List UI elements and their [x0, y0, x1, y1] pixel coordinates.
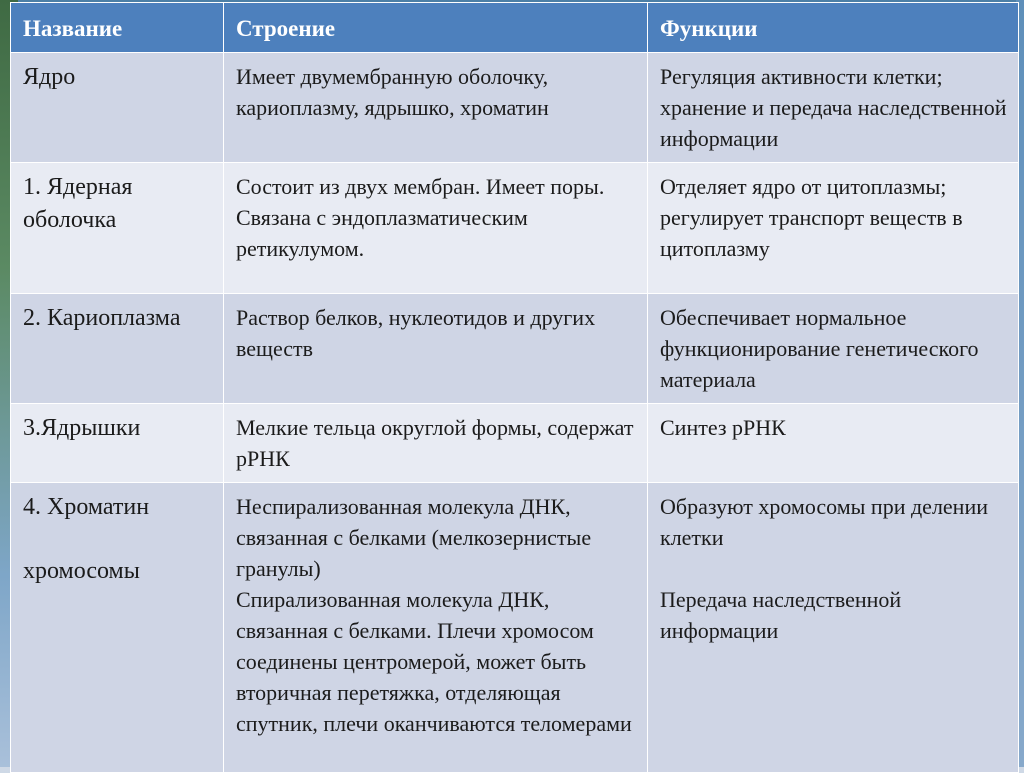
row-structure-secondary: Спирализованная молекула ДНК, связанная с белками. Плечи хромосом соединены центромерой, может быть вторичная перетяжка, отделяющая спутник, плечи оканчиваются теломерами — [236, 587, 632, 736]
header-name: Название — [11, 3, 224, 53]
row-function: Регуляция активности клетки; хранение и передача наследственной информации — [648, 53, 1019, 163]
spacer — [660, 553, 1008, 584]
row-function: Синтез рРНК — [648, 404, 1019, 483]
row-function: Обеспечивает нормальное функционирование генетического материала — [648, 294, 1019, 404]
row-name: 1. Ядерная оболочка — [11, 163, 224, 294]
row-structure: Имеет двумембранную оболочку, кариоплазму, ядрышко, хроматин — [224, 53, 648, 163]
row-name: Ядро — [11, 53, 224, 163]
row-function-cell — [648, 483, 1019, 773]
row-function: Отделяет ядро от цитоплазмы; регулирует транспорт веществ в цитоплазму — [648, 163, 1019, 294]
header-row — [11, 3, 1019, 53]
nucleus-table — [10, 2, 1019, 773]
row-name: 4. Хроматин — [23, 494, 150, 520]
row-name: 2. Кариоплазма — [11, 294, 224, 404]
header-structure: Строение — [224, 3, 648, 53]
header-function: Функции — [648, 3, 1019, 53]
table-row — [11, 404, 1019, 483]
row-function-secondary: Передача наследственной информации — [660, 587, 902, 643]
row-structure: Состоит из двух мембран. Имеет поры. Связана с эндоплазматическим ретикулумом. — [224, 163, 648, 294]
table-row — [11, 53, 1019, 163]
table-row — [11, 483, 1019, 773]
row-structure: Раствор белков, нуклеотидов и других веществ — [224, 294, 648, 404]
spacer — [23, 524, 213, 555]
table-row — [11, 163, 1019, 294]
row-name: 3.Ядрышки — [11, 404, 224, 483]
row-name-secondary: хромосомы — [23, 558, 140, 584]
row-structure: Неспирализованная молекула ДНК, связанная с белками (мелкозернистые гранулы) — [236, 494, 592, 581]
row-structure-cell — [224, 483, 648, 773]
row-function: Образуют хромосомы при делении клетки — [660, 494, 989, 550]
row-name-cell — [11, 483, 224, 773]
row-structure: Мелкие тельца округлой формы, содержат рРНК — [224, 404, 648, 483]
table-row — [11, 294, 1019, 404]
